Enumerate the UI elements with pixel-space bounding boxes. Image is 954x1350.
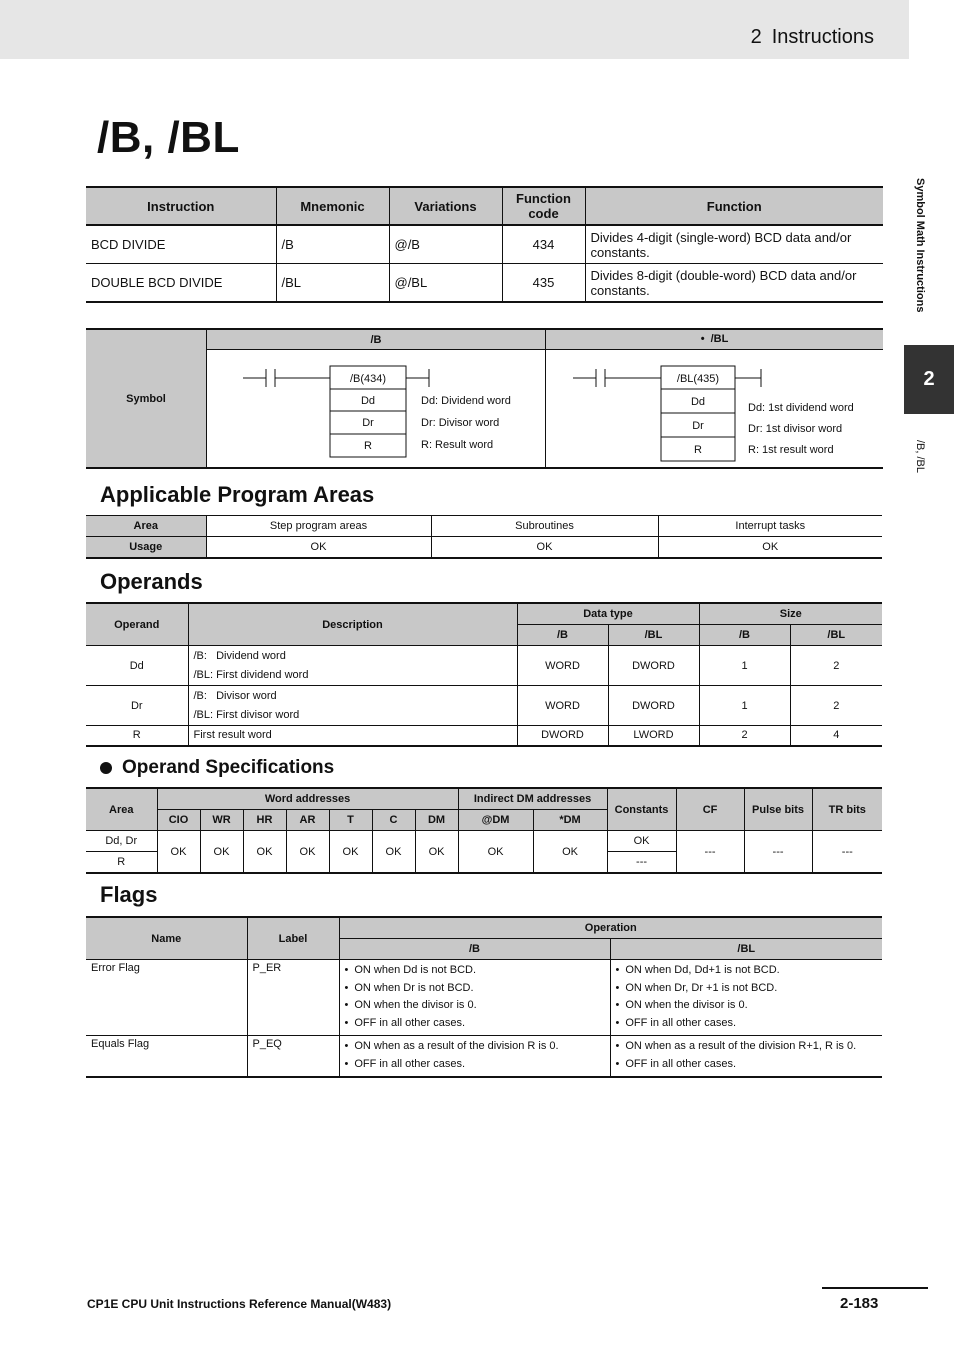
page-title: /B, /BL xyxy=(97,113,240,162)
th-dm: DM xyxy=(415,810,458,831)
cell-step-program-areas: Step program areas xyxy=(206,516,431,537)
table-row xyxy=(86,516,882,537)
th-usage: Usage xyxy=(86,537,206,559)
cell-star-dm: OK xyxy=(533,831,607,874)
bullet-item: • OFF in all other cases. xyxy=(616,1015,878,1033)
operand-dd-b: Dd xyxy=(360,395,376,407)
cell-operand: R xyxy=(86,726,188,746)
cell-area: R xyxy=(86,852,157,874)
cell-usage: OK xyxy=(206,537,431,559)
th-ar: AR xyxy=(286,810,329,831)
chapter-header xyxy=(751,26,874,49)
th-description: Description xyxy=(188,603,517,646)
program-areas-table xyxy=(86,515,882,559)
cell-datatype-b: DWORD xyxy=(517,726,608,746)
bullet-item: • ON when Dd is not BCD. xyxy=(345,962,605,980)
th-datatype-b: /B xyxy=(517,625,608,646)
th-c: C xyxy=(372,810,415,831)
table-row xyxy=(86,264,883,303)
cell-t: OK xyxy=(329,831,372,874)
footer-manual-title: CP1E CPU Unit Instructions Reference Manual(W483) xyxy=(87,1297,392,1311)
th-operation-bl: /BL xyxy=(610,939,882,960)
operand-r-bl: R xyxy=(694,444,702,456)
th-datatype-bl: /BL xyxy=(608,625,699,646)
operand-r-b: R xyxy=(364,440,372,452)
cell-cio: OK xyxy=(157,831,200,874)
desc-dd-b: Dd: Dividend word xyxy=(421,395,511,407)
cell-operation-bl xyxy=(610,1036,882,1078)
desc-dr-bl: Dr: 1st divisor word xyxy=(748,423,843,435)
table-row xyxy=(86,646,882,686)
operand-dr-b: Dr xyxy=(362,417,374,429)
cell-flag-label: P_ER xyxy=(247,960,339,1036)
box-title-b: /B(434) xyxy=(349,373,387,385)
desc-dd-bl: Dd: 1st dividend word xyxy=(748,402,854,414)
side-chapter-tab: 2 xyxy=(904,345,954,414)
th-wr: WR xyxy=(200,810,243,831)
cell-description: First result word xyxy=(188,726,517,746)
cell-instruction: DOUBLE BCD DIVIDE xyxy=(86,264,276,303)
cell-size-bl: 4 xyxy=(790,726,882,746)
cell-function: Divides 4-digit (single-word) BCD data and/or constants. xyxy=(585,225,883,264)
table-header-row xyxy=(86,603,882,625)
th-size-b: /B xyxy=(699,625,790,646)
cell-subroutines: Subroutines xyxy=(431,516,658,537)
operand-dd-bl: Dd xyxy=(690,396,706,408)
bullet-item: • ON when Dr is not BCD. xyxy=(345,980,605,998)
cell-mnemonic: /B xyxy=(276,225,389,264)
cell-constants: OK xyxy=(607,831,676,852)
table-header-row xyxy=(86,187,883,225)
cell-description xyxy=(188,646,517,686)
symbol-header-b: /B xyxy=(207,330,546,350)
operand-specifications-table xyxy=(86,787,882,874)
cell-usage: OK xyxy=(658,537,882,559)
th-function: Function xyxy=(585,187,883,225)
side-instruction-label: /B, /BL xyxy=(914,440,926,474)
cell-flag-name: Equals Flag xyxy=(86,1036,247,1078)
cell-cf: --- xyxy=(676,831,744,874)
th-size-bl: /BL xyxy=(790,625,882,646)
th-operand: Operand xyxy=(86,603,188,646)
th-name: Name xyxy=(86,917,247,960)
th-operation: Operation xyxy=(339,917,882,939)
symbol-label: Symbol xyxy=(86,330,207,467)
cell-size-bl: 2 xyxy=(790,646,882,686)
cell-flag-label: P_EQ xyxy=(247,1036,339,1078)
th-hr: HR xyxy=(243,810,286,831)
symbol-header-bl: • /BL xyxy=(546,330,883,350)
table-row xyxy=(86,960,882,1036)
th-indirect-dm: Indirect DM addresses xyxy=(458,788,607,810)
cell-pulse-bits: --- xyxy=(744,831,812,874)
cell-function-code: 434 xyxy=(502,225,585,264)
cell-constants: --- xyxy=(607,852,676,874)
desc-r-bl: R: 1st result word xyxy=(748,444,834,456)
th-size: Size xyxy=(699,603,882,625)
cell-area: Dd, Dr xyxy=(86,831,157,852)
bullet-item: • ON when as a result of the division R+1, R is 0. xyxy=(616,1038,878,1056)
cell-tr-bits: --- xyxy=(812,831,882,874)
bullet-item: • ON when the divisor is 0. xyxy=(345,997,605,1015)
heading-program-areas: Applicable Program Areas xyxy=(100,482,375,507)
th-cio: CIO xyxy=(157,810,200,831)
desc-line: /B: Dividend word xyxy=(193,649,286,662)
operands-table xyxy=(86,602,882,747)
th-variations: Variations xyxy=(389,187,502,225)
bullet-item: • ON when Dr, Dr +1 is not BCD. xyxy=(616,980,878,998)
th-cf: CF xyxy=(676,788,744,831)
heading-flags: Flags xyxy=(100,882,158,907)
symbol-section xyxy=(86,328,883,469)
th-instruction: Instruction xyxy=(86,187,276,225)
table-row xyxy=(86,686,882,726)
cell-operand: Dd xyxy=(86,646,188,686)
cell-size-b: 2 xyxy=(699,726,790,746)
heading-operand-specifications xyxy=(100,757,334,779)
desc-line: /BL: First divisor word xyxy=(193,708,300,721)
th-area: Area xyxy=(86,516,206,537)
desc-r-b: R: Result word xyxy=(421,439,494,451)
cell-datatype-bl: DWORD xyxy=(608,646,699,686)
cell-datatype-b: WORD xyxy=(517,686,608,726)
cell-mnemonic: /BL xyxy=(276,264,389,303)
ladder-symbol-bl xyxy=(573,366,761,461)
bullet-item: • ON when Dd, Dd+1 is not BCD. xyxy=(616,962,878,980)
cell-dm: OK xyxy=(415,831,458,874)
cell-flag-name: Error Flag xyxy=(86,960,247,1036)
cell-operation-b xyxy=(339,1036,610,1078)
heading-text: Operand Specifications xyxy=(122,757,335,778)
table-header-row xyxy=(86,788,882,810)
cell-size-b: 1 xyxy=(699,646,790,686)
desc-line: /B: Divisor word xyxy=(193,689,277,702)
th-area: Area xyxy=(86,788,157,831)
desc-dr-b: Dr: Divisor word xyxy=(421,417,500,429)
th-t: T xyxy=(329,810,372,831)
footer-rule xyxy=(822,1287,928,1289)
th-operation-b: /B xyxy=(339,939,610,960)
ladder-symbol-b xyxy=(243,366,429,457)
table-row xyxy=(86,831,882,852)
cell-c: OK xyxy=(372,831,415,874)
chapter-number: 2 xyxy=(750,26,762,48)
cell-variations: @/B xyxy=(389,225,502,264)
th-word-addresses: Word addresses xyxy=(157,788,458,810)
bullet-item: • OFF in all other cases. xyxy=(345,1056,605,1074)
cell-operation-b xyxy=(339,960,610,1036)
cell-instruction: BCD DIVIDE xyxy=(86,225,276,264)
cell-datatype-bl: DWORD xyxy=(608,686,699,726)
bullet-item: • OFF in all other cases. xyxy=(616,1056,878,1074)
table-row xyxy=(86,537,882,559)
table-row xyxy=(86,1036,882,1078)
cell-operation-bl xyxy=(610,960,882,1036)
th-star-dm: *DM xyxy=(533,810,607,831)
bullet-item: • ON when as a result of the division R is 0. xyxy=(345,1038,605,1056)
cell-size-b: 1 xyxy=(699,686,790,726)
cell-interrupt-tasks: Interrupt tasks xyxy=(658,516,882,537)
th-function-code: Function code xyxy=(502,187,585,225)
bullet-icon xyxy=(100,762,112,774)
table-header-row xyxy=(86,917,882,939)
th-pulse-bits: Pulse bits xyxy=(744,788,812,831)
cell-ar: OK xyxy=(286,831,329,874)
table-row xyxy=(86,225,883,264)
th-data-type: Data type xyxy=(517,603,699,625)
cell-description xyxy=(188,686,517,726)
heading-operands: Operands xyxy=(100,569,203,594)
bullet-item: • ON when the divisor is 0. xyxy=(616,997,878,1015)
cell-datatype-bl: LWORD xyxy=(608,726,699,746)
cell-datatype-b: WORD xyxy=(517,646,608,686)
cell-at-dm: OK xyxy=(458,831,533,874)
chapter-title: Instructions xyxy=(771,26,874,48)
th-label: Label xyxy=(247,917,339,960)
th-tr-bits: TR bits xyxy=(812,788,882,831)
cell-usage: OK xyxy=(431,537,658,559)
th-mnemonic: Mnemonic xyxy=(276,187,389,225)
footer-page-number: 2-183 xyxy=(840,1295,879,1312)
instruction-table xyxy=(86,186,883,303)
cell-operand: Dr xyxy=(86,686,188,726)
th-at-dm: @DM xyxy=(458,810,533,831)
cell-variations: @/BL xyxy=(389,264,502,303)
cell-function: Divides 8-digit (double-word) BCD data and/or constants. xyxy=(585,264,883,303)
cell-hr: OK xyxy=(243,831,286,874)
bullet-item: • OFF in all other cases. xyxy=(345,1015,605,1033)
operand-dr-bl: Dr xyxy=(692,420,704,432)
ladder-symbols xyxy=(86,330,883,467)
th-constants: Constants xyxy=(607,788,676,831)
table-row xyxy=(86,726,882,746)
side-section-label: Symbol Math Instructions xyxy=(914,178,926,313)
cell-size-bl: 2 xyxy=(790,686,882,726)
cell-function-code: 435 xyxy=(502,264,585,303)
box-title-bl: /BL(435) xyxy=(676,373,720,385)
desc-line: /BL: First dividend word xyxy=(193,668,309,681)
cell-wr: OK xyxy=(200,831,243,874)
flags-table xyxy=(86,916,882,1078)
